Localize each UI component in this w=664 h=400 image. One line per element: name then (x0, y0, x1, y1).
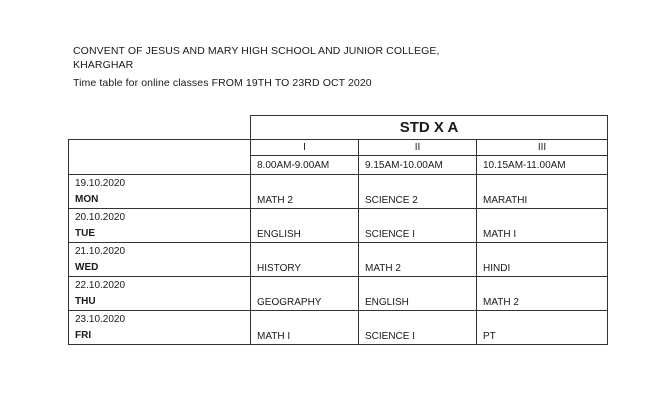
table-row (69, 175, 608, 209)
day-date: 22.10.2020 (75, 280, 126, 291)
period-time: 9.15AM-10.00AM (359, 156, 477, 175)
day-date: 19.10.2020 (75, 178, 126, 189)
document-header (73, 44, 633, 90)
subject-cell: HINDI (477, 243, 608, 277)
subject-cell: MATH I (251, 311, 359, 345)
period-numeral: I (251, 140, 359, 156)
empty-corner-top (69, 116, 251, 140)
period-time: 8.00AM-9.00AM (251, 156, 359, 175)
subject-cell: PT (477, 311, 608, 345)
day-cell (69, 311, 251, 345)
subject-cell: MARATHI (477, 175, 608, 209)
table-row (69, 311, 608, 345)
subject-cell: SCIENCE I (359, 311, 477, 345)
day-name: WED (75, 262, 99, 273)
day-cell (69, 277, 251, 311)
day-name: TUE (75, 228, 95, 239)
subject-cell: SCIENCE I (359, 209, 477, 243)
subject-cell: SCIENCE 2 (359, 175, 477, 209)
timetable-subtitle: Time table for online classes FROM 19TH TO 23RD OCT 2020 (73, 77, 372, 89)
day-date: 23.10.2020 (75, 314, 126, 325)
subject-cell: GEOGRAPHY (251, 277, 359, 311)
day-cell (69, 243, 251, 277)
class-title: STD X A (251, 116, 608, 140)
subject-cell: MATH 2 (477, 277, 608, 311)
table-row (69, 209, 608, 243)
period-numeral: II (359, 140, 477, 156)
day-date: 21.10.2020 (75, 246, 126, 257)
timetable (68, 115, 608, 345)
school-name-line1: CONVENT OF JESUS AND MARY HIGH SCHOOL AND JUNIOR COLLEGE, (73, 45, 440, 57)
empty-corner-header (69, 140, 251, 175)
period-numeral: III (477, 140, 608, 156)
subject-cell: ENGLISH (251, 209, 359, 243)
day-name: FRI (75, 330, 92, 341)
subject-cell: MATH 2 (359, 243, 477, 277)
day-name: MON (75, 194, 99, 205)
day-date: 20.10.2020 (75, 212, 126, 223)
subject-cell: HISTORY (251, 243, 359, 277)
subject-cell: MATH I (477, 209, 608, 243)
school-name-line2: KHARGHAR (73, 59, 134, 71)
day-name: THU (75, 296, 96, 307)
table-row (69, 243, 608, 277)
period-time: 10.15AM-11.00AM (477, 156, 608, 175)
day-cell (69, 175, 251, 209)
day-cell (69, 209, 251, 243)
subject-cell: ENGLISH (359, 277, 477, 311)
subject-cell: MATH 2 (251, 175, 359, 209)
table-row (69, 277, 608, 311)
